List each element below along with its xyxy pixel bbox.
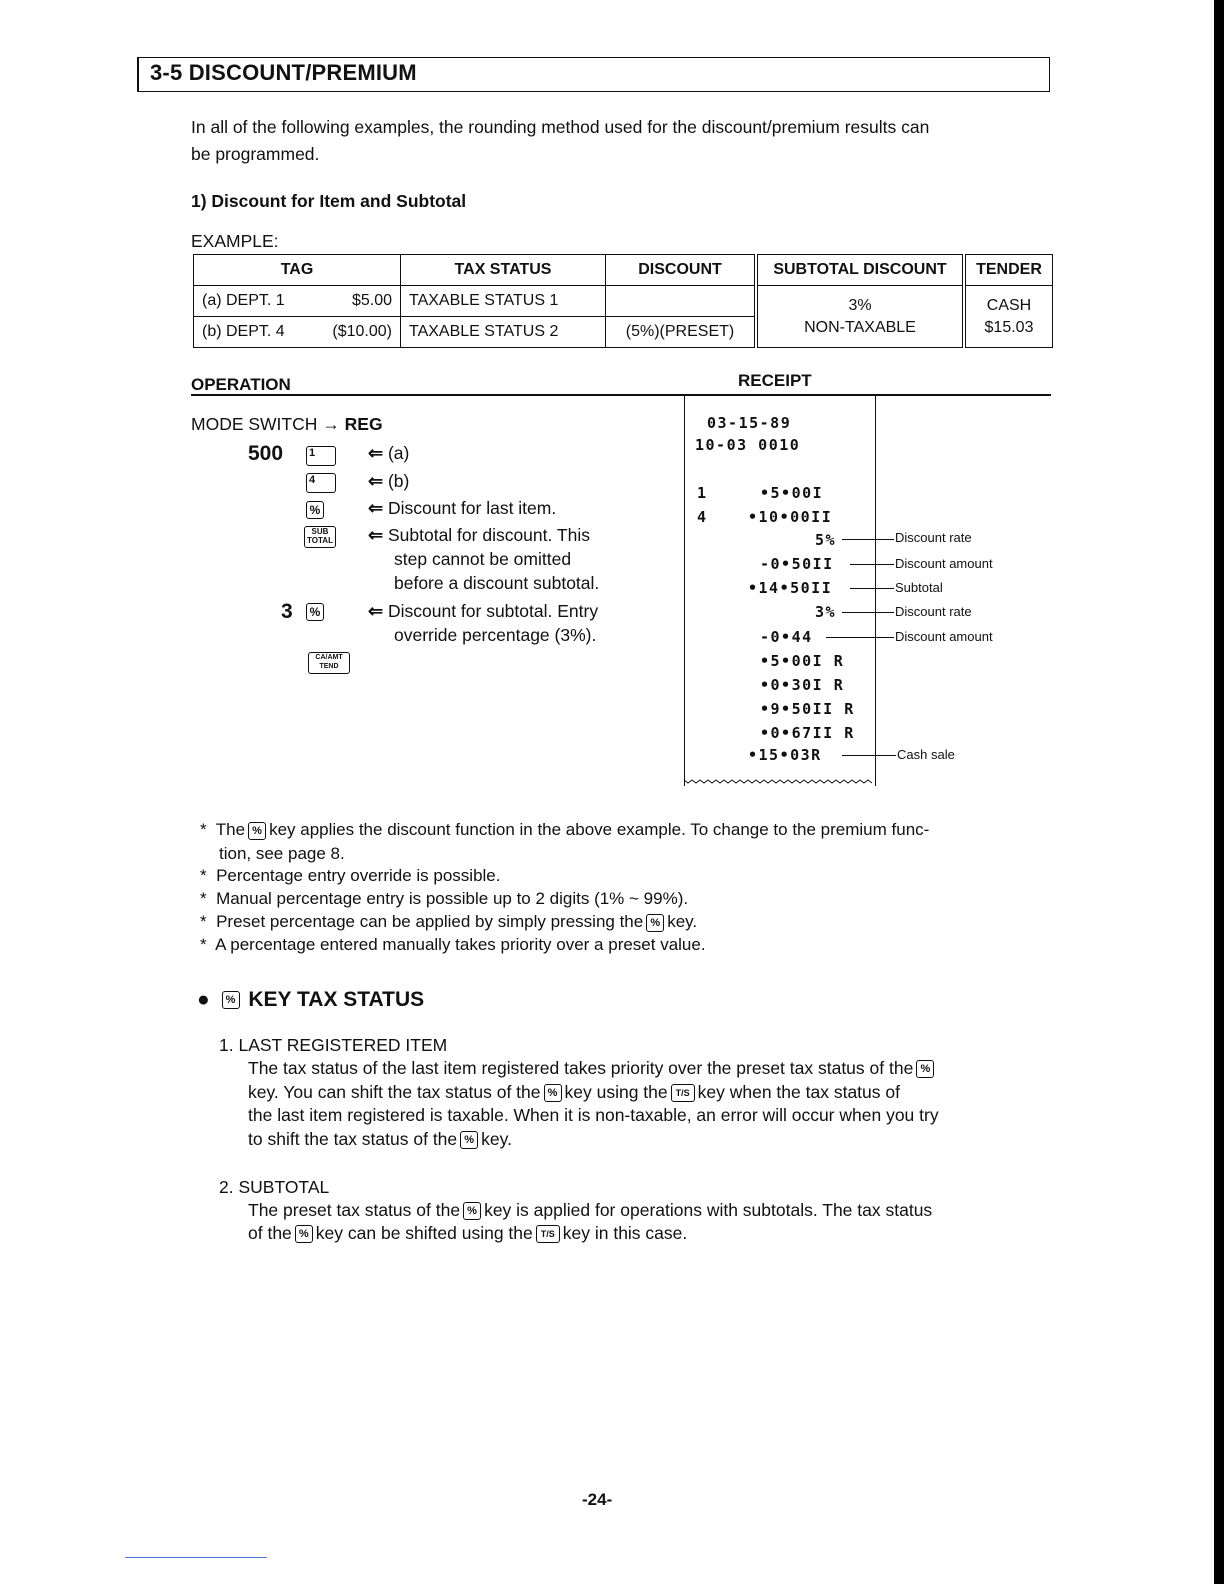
cell-disc-a [606,286,757,317]
ann-subtotal: Subtotal [895,580,943,595]
scan-edge-bar [1214,0,1224,1584]
receipt-amt1: •5•00I [760,484,824,502]
receipt-tax2: •0•30I R [760,676,845,694]
receipt-tax3: •9•50II R [760,700,855,718]
step4-desc: ⇐ Subtotal for discount. This [368,525,590,545]
cell-tender: CASH $15.03 [964,286,1053,348]
operation-heading: OPERATION [191,375,291,394]
th-subtotal-discount: SUBTOTAL DISCOUNT [756,255,964,286]
page-number: -24- [582,1490,613,1509]
key-tax-heading: ● % KEY TAX STATUS [197,988,425,1011]
cell-tag-b: (b) DEPT. 4 ($10.00) [194,317,401,348]
note-5: * A percentage entered manually takes priority over a preset value. [200,935,706,954]
item1-line4: to shift the tax status of the % key. [248,1129,512,1149]
percent-key-2: % [306,603,324,621]
note-3: * Manual percentage entry is possible up to 2 digits (1% ~ 99%). [200,889,689,908]
receipt-heading: RECEIPT [738,371,812,390]
th-tender: TENDER [964,255,1053,286]
receipt-dept1: 1 [697,484,708,502]
th-tax-status: TAX STATUS [401,255,606,286]
step5-entry: 3 [281,600,293,623]
receipt-disc2: -0•44 [760,628,813,646]
note-4: * Preset percentage can be applied by simply pressing the % key. [200,912,698,931]
cell-tax-a: TAXABLE STATUS 1 [401,286,606,317]
receipt-tax4: •0•67II R [760,724,855,742]
receipt-disc1: -0•50II [760,555,834,573]
intro-line-1: In all of the following examples, the rounding method used for the discount/premium results can [191,117,930,137]
receipt-date: 03-15-89 [707,414,792,432]
ann-discount-amount-2: Discount amount [895,629,993,644]
receipt-dept4: 4 [697,508,708,526]
example-table [193,254,1053,348]
step1-entry: 500 [248,442,284,465]
item1-line2: key. You can shift the tax status of the % key using the T/S key when the tax status of [248,1082,900,1102]
section-title: 3-5 DISCOUNT/PREMIUM [150,60,417,85]
receipt-subtotal: •14•50II [748,579,833,597]
leader-3 [850,588,894,589]
receipt-torn-edge [684,774,874,788]
step1-desc: ⇐ (a) [368,443,410,463]
leader-1 [842,539,894,540]
step4-desc-2: step cannot be omitted [394,549,572,569]
note-1-cont: tion, see page 8. [219,844,345,863]
leader-6 [842,755,896,756]
cell-disc-b: (5%)(PRESET) [606,317,757,348]
item1-line3: the last item registered is taxable. When it is non-taxable, an error will occur when you try [248,1105,939,1125]
scan-artifact-line [125,1557,267,1558]
step5-desc-2: override percentage (3%). [394,625,597,645]
ann-cash-sale: Cash sale [897,747,955,762]
step2-desc: ⇐ (b) [368,471,410,491]
operation-rule [191,394,1051,396]
bullet-icon: ● [197,988,210,1011]
cell-tag-a: (a) DEPT. 1 $5.00 [194,286,401,317]
cell-tax-b: TAXABLE STATUS 2 [401,317,606,348]
item2-line1: The preset tax status of the % key is applied for operations with subtotals. The tax status [248,1200,933,1220]
ca-amt-tend-key: CA/AMT TEND [308,652,350,674]
receipt-tax1: •5•00I R [760,652,845,670]
note-2: * Percentage entry override is possible. [200,866,501,885]
note-1: * The % key applies the discount function in the above example. To change to the premium func- [200,820,930,839]
leader-4 [842,612,894,613]
item1-title: 1. LAST REGISTERED ITEM [219,1035,448,1055]
step4-desc-3: before a discount subtotal. [394,573,600,593]
dept1-key: 1 [306,446,336,466]
percent-key: % [306,501,324,519]
example-label: EXAMPLE: [191,231,279,251]
subheading: 1) Discount for Item and Subtotal [191,191,467,211]
step5-desc: ⇐ Discount for subtotal. Entry [368,601,599,621]
subtotal-key: SUB TOTAL [304,526,336,548]
ann-discount-rate-1: Discount rate [895,530,972,545]
th-discount: DISCOUNT [606,255,757,286]
item1-line1: The tax status of the last item registered takes priority over the preset tax status of the % [248,1055,937,1081]
ann-discount-amount-1: Discount amount [895,556,993,571]
item2-title: 2. SUBTOTAL [219,1177,330,1197]
ann-discount-rate-2: Discount rate [895,604,972,619]
receipt-amt4: •10•00II [748,508,833,526]
receipt-rate1: 5% [815,531,837,549]
leader-5 [826,637,894,638]
intro-line-2: be programmed. [191,144,320,164]
receipt-total: •15•03R [748,746,822,764]
cell-subtotal-discount: 3% NON-TAXABLE [756,286,964,348]
receipt-time: 10-03 0010 [695,436,801,454]
receipt-rate2: 3% [815,603,837,621]
step3-desc: ⇐ Discount for last item. [368,498,557,518]
th-tag: TAG [194,255,401,286]
dept4-key: 4 [306,473,336,493]
item2-line2: of the % key can be shifted using the T/S key in this case. [248,1223,688,1243]
leader-2 [850,564,894,565]
mode-switch: MODE SWITCH → REG [191,414,383,434]
